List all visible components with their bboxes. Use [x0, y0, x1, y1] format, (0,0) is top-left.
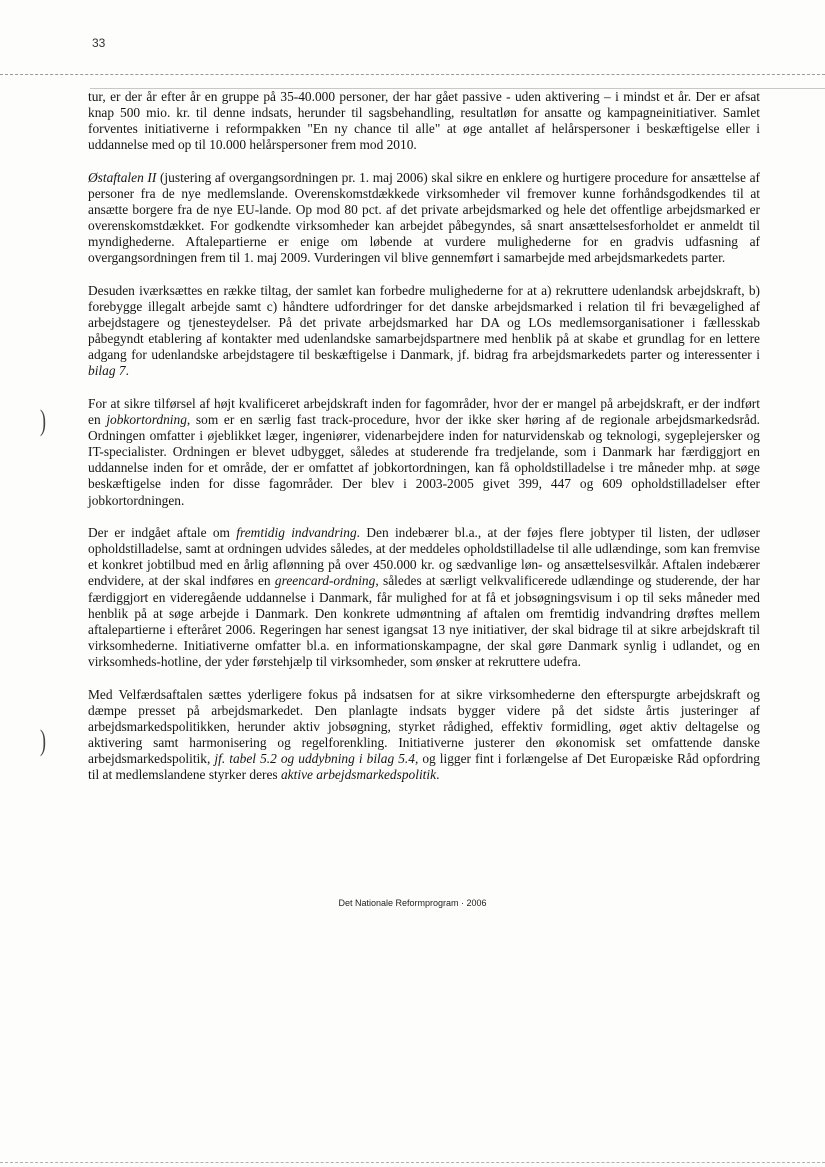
bottom-scan-line [0, 1162, 825, 1163]
paragraph-welfare-agreement: Med Velfærdsaftalen sættes yderligere fokus på indsatsen for at sikre virksomhederne den efterspurgte arbejdskraft og dæmpe presset på arbejdsmarkedet. Den planlagte indsats bygger videre på det sidste årtis justeringer af arbejdsmarkedspolitikken, herunder aktiv jobsøgning, styrket rådighed, effektiv formidling, øget aktiv deltagelse og aktivering samt harmonisering og regelforenkling. Initiativerne justerer den økonomisk set omfattende danske arbejdsmarkedspolitik, jf. tabel 5.2 og uddybning i bilag 5.4, og ligger fint i forlængelse af Det Europæiske Råd opfordring til at medlemslandene styrker deres aktive arbejdsmarkedspolitik. [88, 686, 760, 782]
term-fremtidig-indvandring: fremtidig indvandring [236, 525, 357, 541]
term-jobkortordning: jobkortordning [106, 412, 187, 428]
paragraph-lead-term: Østaftalen II [88, 169, 157, 185]
appendix-reference: bilag 7 [88, 363, 126, 379]
top-scan-line [0, 74, 825, 75]
term-greencard-ordning: greencard-ordning [274, 573, 376, 589]
margin-bracket-mark: ) [40, 724, 46, 757]
page-number: 33 [92, 36, 106, 50]
paragraph-jobkort: For at sikre tilførsel af højt kvalificeret arbejdskraft inden for fagområder, hvor der er mangel på arbejdskraft, er der indført en jobkortordning, som er en særlig fast track-procedure, hvor der ikke sker høring af de regionale arbejdsmarkedsråd. Ordningen omfatter i øjeblikket læger, ingeniører, videnarbejdere inden for naturvidenskab og teknologi, sygeplejersker og IT-specialister. Ordningen er blevet udbygget, således at studerende fra tredjelande, som i Danmark har færdiggjort en uddannelse inden for et område, der er omfattet af jobkortordningen, kan få opholdstilladelse i tre måneder mhp. at søge beskæftigelse inden for disse fagområder. Der blev i 2003-2005 givet 399, 447 og 609 opholdstilladelser efter jobkortordningen. [88, 396, 760, 508]
margin-bracket-mark: ) [40, 404, 46, 437]
paragraph-future-immigration: Der er indgået aftale om fremtidig indvandring. Den indebærer bl.a., at der føjes flere jobtyper til listen, der udløser opholdstilladelse, samt at ordningen udvides således, at der meddeles opholdstilladelse til alle udlændinge, som kan fremvise et konkret jobtilbud med en årlig aflønning på over 450.000 kr. og sædvanlige løn- og ansættelsesvilkår. Aftalen indebærer endvidere, at der skal indføres en greencard-ordning, således at særligt velkvalificerede udlændinge og studerende, der har færdiggjort en videregående uddannelse i Danmark, får mulighed for at få et jobsøgningsvisum i op til seks måneder med henblik på at søge arbejde i Danmark. Den konkrete udmøntning af aftalen om fremtidig indvandring drøftes mellem aftalepartierne i efteråret 2006. Regeringen har senest igangsat 13 nye initiativer, der skal bidrage til at sikre arbejdskraft til virksomhederne. Initiativerne omfatter bl.a. en informationskampagne, der skal gøre Danmark synlig i udlandet, og en virksomheds-hotline, der yder førstehjælp til virksomheder, som ønsker at rekruttere udefra. [88, 525, 760, 669]
page-footer: Det Nationale Reformprogram · 2006 [338, 898, 487, 908]
paragraph-oestaftalen: Østaftalen II (justering af overgangsordningen pr. 1. maj 2006) skal sikre en enklere og hurtigere procedure for ansættelse af personer fra de nye medlemslande. Overenskomstdækkede virksomheder vil fremover kunne forhåndsgodkendes til at ansætte borgere fra de nye EU-lande. Op mod 80 pct. af det private arbejdsmarked og hele det offentlige arbejdsmarked er overenskomstdækket. For godkendte virksomheder kan arbejdet påbegyndes, så snart ansættelsesforholdet er anmeldt til myndighederne. Aftalepartierne er enige om løbende at vurdere mulighederne for en gradvis udfasning af overgangsordningen frem til 1. maj 2009. Vurderingen vil blive gennemført i samarbejde med arbejdsmarkedets parter. [88, 169, 760, 266]
paragraph-foreign-labour-measures: Desuden iværksættes en række tiltag, der samlet kan forbedre mulighederne for at a) rekruttere udenlandsk arbejdskraft, b) forebygge illegalt arbejde samt c) håndtere udfordringer for det danske arbejdsmarked i relation til fri bevægelighed af arbejdstagere og tjenesteydelser. På det private arbejdsmarked har DA og LOs medlemsorganisationer i fællesskab påbegyndt etablering af kontakter med udenlandske samarbejdspartnere med henblik på at skabe et grundlag for en lettere adgang for udenlandske arbejdstagere til beskæftigelse i Danmark, jf. bidrag fra arbejdsmarkedets parter og interessenter i bilag 7. [88, 282, 760, 379]
term-active-labour-policy: aktive arbejdsmarkedspolitik [280, 766, 437, 782]
table-appendix-reference: jf. tabel 5.2 og uddybning i bilag 5.4 [214, 750, 415, 766]
paragraph-reform-package: tur, er der år efter år en gruppe på 35-40.000 personer, der har gået passive - uden aktivering – i mindst et år. Der er afsat knap 500 mio. kr. til denne indsats, herunder til sagsbehandling, resultatløn for ansatte og kampagneinitiativer. Samlet forventes initiativerne i reformpakken "En ny chance til alle" at øge antallet af helårspersoner i beskæftigelse eller i uddannelse med op til 10.000 helårspersoner frem mod 2010. [88, 89, 760, 153]
document-body [88, 89, 760, 800]
